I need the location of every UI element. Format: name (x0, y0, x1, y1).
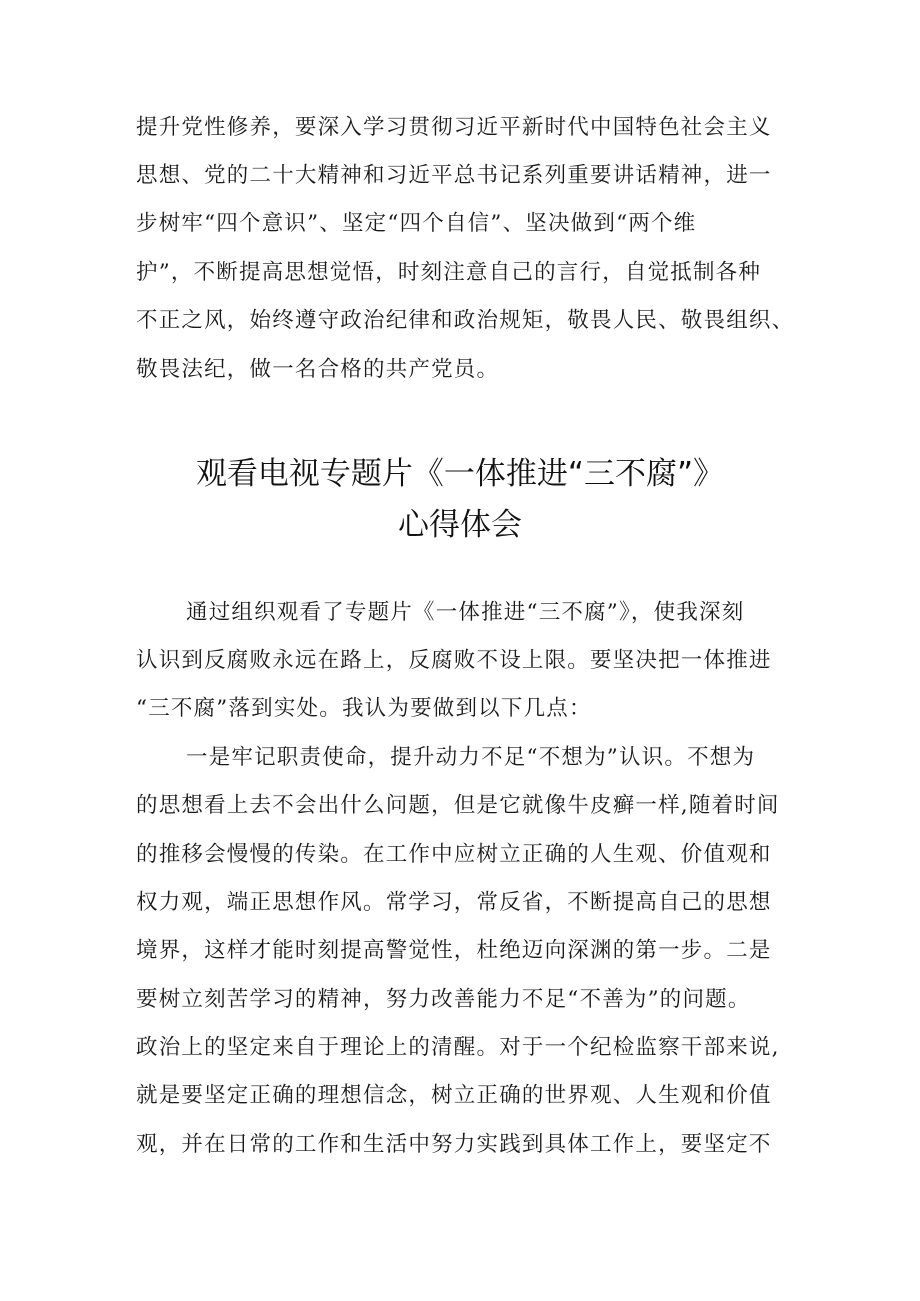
body-line-4: 一是牢记职责使命，提升动力不足“不想为”认识。不想为 (186, 745, 756, 770)
body-line-3: “三不腐”落到实处。我认为要做到以下几点： (136, 696, 592, 721)
intro-line-1: 提升党性修养，要深入学习贯彻习近平新时代中国特色社会主义 (136, 115, 772, 140)
intro-line-2: 思想、党的二十大精神和习近平总书记系列重要讲话精神，进一 (136, 163, 772, 188)
body-line-11: 就是要坚定正确的理想信念，树立正确的世界观、人生观和价值 (136, 1083, 772, 1108)
intro-line-6: 敬畏法纪，做一名合格的共产党员。 (136, 357, 500, 382)
body-line-7: 权力观，端正思想作风。常学习，常反省，不断提高自己的思想 (136, 890, 772, 915)
intro-line-3: 步树牢“四个意识”、坚定“四个自信”、坚决做到“两个维 (136, 211, 697, 236)
body-line-10: 政治上的坚定来自于理论上的清醒。对于一个纪检监察干部来说, (136, 1035, 780, 1060)
body-line-12: 观，并在日常的工作和生活中努力实践到具体工作上，要坚定不 (136, 1132, 772, 1157)
intro-line-5: 不正之风，始终遵守政治纪律和政治规矩，敬畏人民、敬畏组织、 (136, 308, 795, 333)
intro-line-4: 护”，不断提高思想觉悟，时刻注意自己的言行，自觉抵制各种 (136, 260, 762, 285)
body-line-2: 认识到反腐败永远在路上，反腐败不设上限。要坚决把一体推进 (136, 648, 772, 673)
body-line-1: 通过组织观看了专题片《一体推进“三不腐”》，使我深刻 (186, 600, 745, 625)
body-line-5: 的思想看上去不会出什么问题，但是它就像牛皮癣一样,随着时间 (136, 793, 780, 818)
body-line-9: 要树立刻苦学习的精神，努力改善能力不足“不善为”的问题。 (136, 987, 751, 1012)
document-title-line-1: 观看电视专题片《一体推进“三不腐”》 (195, 456, 725, 492)
document-title-line-2: 心得体会 (398, 507, 522, 543)
body-line-6: 的推移会慢慢的传染。在工作中应树立正确的人生观、价值观和 (136, 842, 772, 867)
body-line-8: 境界，这样才能时刻提高警觉性，杜绝迈向深渊的第一步。二是 (136, 938, 772, 963)
